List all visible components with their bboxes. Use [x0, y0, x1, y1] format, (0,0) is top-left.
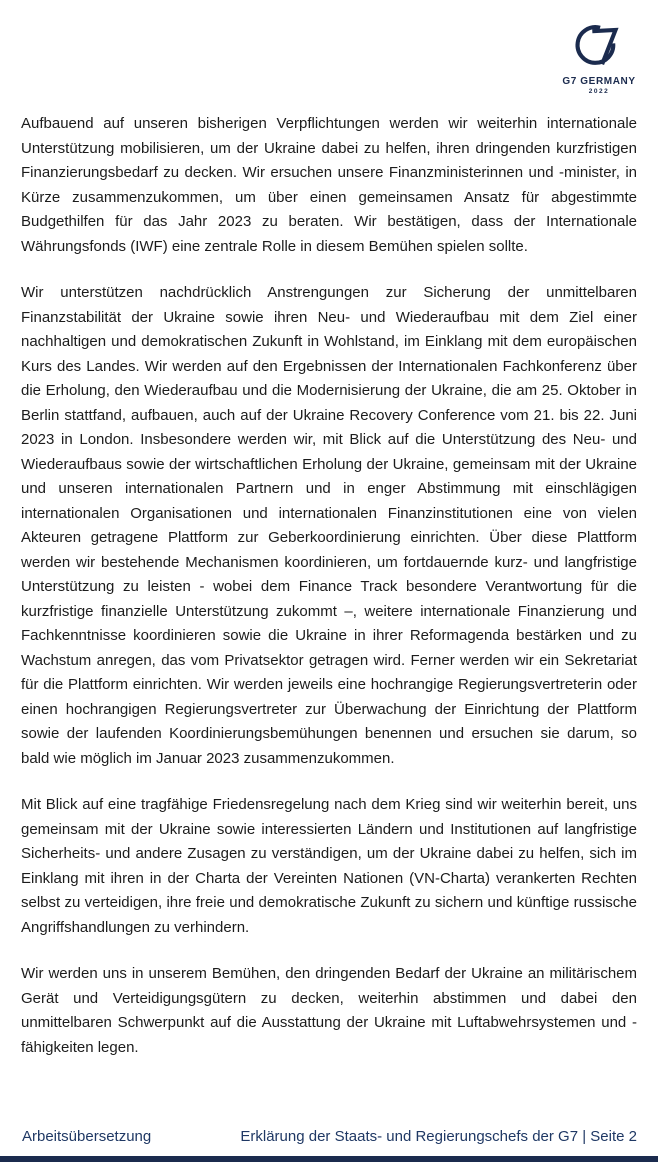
g7-mark-icon	[574, 16, 624, 74]
g7-germany-logo	[556, 16, 642, 95]
paragraph-3: Mit Blick auf eine tragfähige Friedensregelung nach dem Krieg sind wir weiterhin bereit, uns gemeinsam mit der Ukraine sowie interessierten Ländern und Institutionen auf langfristige Sicherheits- und andere Zusagen zu verständigen, um der Ukraine dabei zu helfen, sich im Einklang mit ihren in der Charta der Vereinten Nationen (VN-Charta) verankerten Rechten selbst zu verteidigen, ihre freie und demokratische Zukunft zu sichern und künftige russische Angriffshandlungen zu verhindern.	[21, 796, 637, 936]
paragraph-1: Aufbauend auf unseren bisherigen Verpflichtungen werden wir weiterhin internationale Unterstützung mobilisieren, um der Ukraine dabei zu helfen, ihren dringenden kurzfristigen Finanzierungsbedarf zu decken. Wir ersuchen unsere Finanzministerinnen und -minister, in Kürze zusammenzukommen, um über einen gemeinsamen Ansatz für abgestimmte Budgethilfen für das Jahr 2023 zu beraten. Wir bestätigen, dass der Internationale Währungsfonds (IWF) eine zentrale Rolle in diesem Bemühen spielen sollte.	[21, 115, 637, 255]
logo-year: 2022	[588, 88, 610, 95]
document-body	[21, 112, 637, 1060]
paragraph-4: Wir werden uns in unserem Bemühen, den dringenden Bedarf der Ukraine an militärischem Gerät und Verteidigungsgütern zu decken, weiterhin abstimmen und dabei den unmittelbaren Schwerpunkt auf die Ausstattung der Ukraine mit Luftabwehrsystemen und -fähigkeiten legen.	[21, 965, 637, 1056]
footer-right-label: Erklärung der Staats- und Regierungschefs der G7 | Seite 2	[240, 1128, 637, 1145]
logo-name: G7 GERMANY	[562, 76, 636, 87]
paragraph-2: Wir unterstützen nachdrücklich Anstrengungen zur Sicherung der unmittelbaren Finanzstabilität der Ukraine sowie ihren Neu- und Wiederaufbau mit dem Ziel einer nachhaltigen und demokratischen Zukunft in Wohlstand, im Einklang mit dem europäischen Kurs des Landes. Wir werden auf den Ergebnissen der Internationalen Fachkonferenz über die Erholung, den Wiederaufbau und die Modernisierung der Ukraine, die am 25. Oktober in Berlin stattfand, aufbauen, auch auf der Ukraine Recovery Conference vom 21. bis 22. Juni 2023 in London. Insbesondere werden wir, mit Blick auf die Unterstützung des Neu- und Wiederaufbaus sowie der wirtschaftlichen Erholung der Ukraine, gemeinsam mit der Ukraine und unseren internationalen Partnern und in enger Abstimmung mit einschlägigen internationalen Organisationen und internationalen Finanzinstitutionen eine von vielen Akteuren getragene Plattform zur Geberkoordinierung einrichten. Über diese Plattform werden wir bestehende Mechanismen koordinieren, um fortdauernde kurz- und langfristige Unterstützung zu leisten - wobei dem Finance Track besondere Verantwortung für die kurzfristige finanzielle Unterstützung zukommt –, weitere internationale Finanzierung und Fachkenntnisse koordinieren sowie die Ukraine in ihrer Reformagenda bestärken und zu Wachstum anregen, das vom Privatsektor getragen wird. Ferner werden wir ein Sekretariat für die Plattform einrichten. Wir werden jeweils eine hochrangige Regierungsvertreterin oder einen hochrangigen Regierungsvertreter zur Überwachung der Einrichtung der Plattform sowie der laufenden Koordinierungsbemühungen benennen und ersuchen sie darum, so bald wie möglich im Januar 2023 zusammenzukommen.	[21, 284, 637, 767]
footer-left-label: Arbeitsübersetzung	[22, 1128, 152, 1145]
footer-bottom-bar	[0, 1156, 658, 1162]
footer	[22, 1128, 637, 1145]
